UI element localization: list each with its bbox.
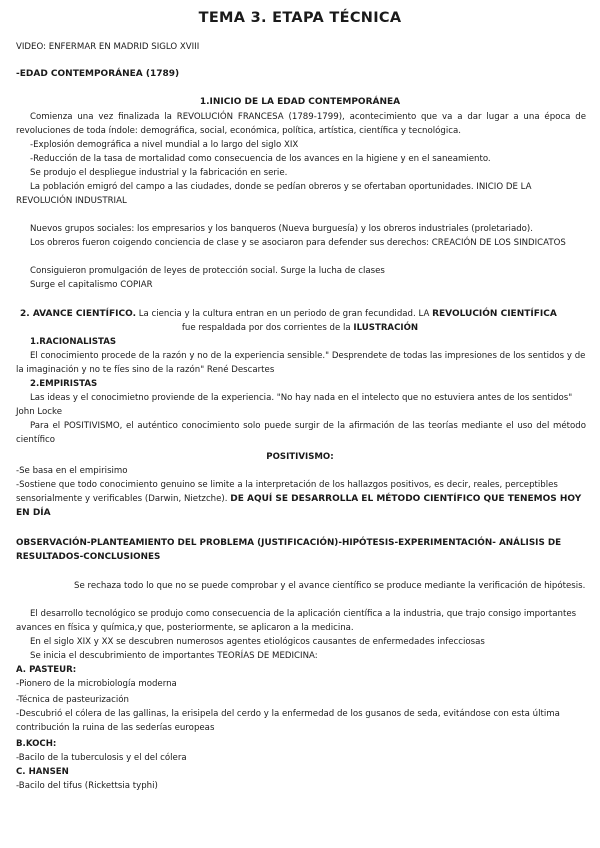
positivismo-bullet-2-text: -Sostiene que todo conocimiento genuino se limite a la interpretación de los hallazgos positivos, es decir, reales, perceptibles sensorialmente y verificables (Darwin, Nietzche). [16, 480, 558, 504]
racionalistas-text: El conocimiento procede de la razón y no de la experiencia sensible." Desprendete de todas las impresiones de los sentidos y de la imaginación y no te fíes sino de la razón" René Descartes [16, 351, 586, 375]
pasteur-item-3: -Descubrió el cólera de las gallinas, la erisipela del cerdo y la enfermedad de los gusanos de seda, evitándose con esta última contribución la ruina de las sederías europeas [16, 709, 560, 733]
empiristas-heading: 2.EMPIRISTAS [30, 379, 98, 389]
positivismo-bullet-2-bold: DE AQUÍ SE DESARROLLA EL MÉTODO CIENTÍFICO QUE TENEMOS HOY EN DÍA [16, 494, 582, 518]
s2-intro-d: ILUSTRACIÓN [353, 323, 419, 333]
teorias-text: Se inicia el descubrimiento de importantes TEORÍAS DE MEDICINA: [30, 651, 318, 661]
s2-intro-c: fue respaldada por dos corrientes de la [181, 323, 351, 333]
s2-intro-line [20, 307, 590, 321]
s1-paragraph-1: Comienza una vez finalizada la REVOLUCIÓN FRANCESA (1789-1799), acontecimiento que va a dar lugar a una época de revoluciones de toda índole: demográfica, social, económica, política, artística, científica y tecnológica. [16, 112, 586, 136]
s1-line-7: Consiguieron promulgación de leyes de protección social. Surge la lucha de clases [30, 266, 385, 276]
empiristas-text: Las ideas y el conocimietno proviende de la experiencia. "No hay nada en el intelecto que no estuviera antes de los sentidos" John Locke [16, 393, 573, 417]
section2-heading: 2. AVANCE CIENTÍFICO. [20, 309, 137, 319]
s1-bullet-1: -Explosión demográfica a nivel mundial a lo largo del siglo XIX [30, 140, 299, 150]
section1-heading: 1.INICIO DE LA EDAD CONTEMPORÁNEA [199, 97, 401, 107]
s1-line-4: La población emigró del campo a las ciudades, donde se pedían obreros y se ofertaban oportunidades. INICIO DE LA REVOLUCIÓN INDUSTRIAL [16, 182, 532, 206]
s1-line-5: Nuevos grupos sociales: los empresarios y los banqueros (Nueva burguesía) y los obreros industriales (proletariado). [30, 224, 534, 234]
page-title: TEMA 3. ETAPA TÉCNICA [198, 10, 402, 26]
s1-line-8: Surge el capitalismo COPIAR [30, 280, 153, 290]
s2-intro-a: La ciencia y la cultura entran en un periodo de gran fecundidad. LA [138, 309, 430, 319]
hansen-item-1: -Bacilo del tifus (Rickettsia typhi) [16, 781, 158, 791]
edad-heading: -EDAD CONTEMPORÁNEA (1789) [16, 69, 180, 79]
s2-intro-line-2 [0, 321, 600, 335]
koch-heading: B.KOCH: [16, 739, 57, 749]
s1-line-6: Los obreros fueron coigendo conciencia de clase y se asociaron para defender sus derechos: CREACIÓN DE LOS SINDICATOS [30, 238, 566, 248]
s1-bullet-2: -Reducción de la tasa de mortalidad como consecuencia de los avances en la higiene y en el saneamiento. [30, 154, 491, 164]
siglo-text: En el siglo XIX y XX se descubren numerosos agentes etiológicos causantes de enfermedades infecciosas [30, 637, 485, 647]
positivismo-text: Para el POSITIVISMO, el auténtico conocimiento solo puede surgir de la afirmación de las teorías mediante el uso del método científico [16, 421, 586, 445]
pasteur-item-2: -Técnica de pasteurización [16, 695, 129, 705]
rechaza-text: Se rechaza todo lo que no se puede comprobar y el avance científico se produce mediante la verificación de hipótesis. [74, 581, 586, 591]
hansen-heading: C. HANSEN [16, 767, 69, 777]
koch-item-1: -Bacilo de la tuberculosis y el del cólera [16, 753, 187, 763]
desarrollo-text: El desarrollo tecnológico se produjo como consecuencia de la aplicación científica a la industria, que trajo consigo importantes avances en física y química,y que, posteriormente, se aplicaron a la medicina. [16, 609, 577, 633]
pasteur-item-1: -Pionero de la microbiología moderna [16, 679, 177, 689]
video-line: VIDEO: ENFERMAR EN MADRID SIGLO XVIII [16, 42, 200, 52]
positivismo-bullet-1: -Se basa en el empirisimo [16, 466, 128, 476]
positivismo-heading: POSITIVISMO: [266, 452, 334, 462]
pasteur-heading: A. PASTEUR: [16, 665, 77, 675]
racionalistas-heading: 1.RACIONALISTAS [30, 337, 117, 347]
s1-line-3: Se produjo el despliegue industrial y la fabricación en serie. [30, 168, 288, 178]
scientific-method: OBSERVACIÓN-PLANTEAMIENTO DEL PROBLEMA (JUSTIFICACIÓN)-HIPÓTESIS-EXPERIMENTACIÓN- ANÁLISIS DE RESULTADOS-CONCLUSIONES [16, 538, 562, 562]
s2-intro-b: REVOLUCIÓN CIENTÍFICA [432, 309, 557, 319]
positivismo-bullet-2 [16, 478, 586, 520]
